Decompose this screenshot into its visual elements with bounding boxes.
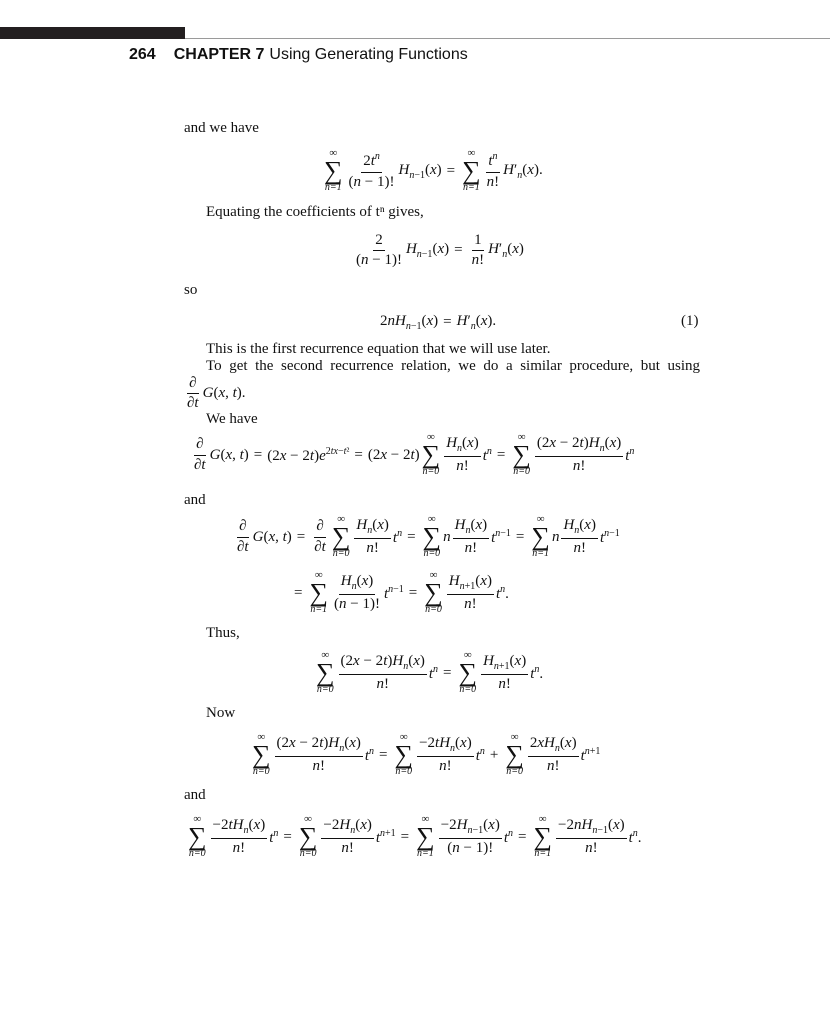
sum-symbol: ∞ ∑ n=1 <box>416 813 435 859</box>
equation-e-line2: = ∞ ∑ n=1 $\frac{H_n(x)}{(n - 1)!}$ $t^{n-1}$ = ∞ ∑ n=0 $\frac{H_{n+1}(x)}{n!}$ $t^n$. <box>294 569 509 615</box>
equation-a: ∞ ∑ n=1 $\frac{2t^n}{(n - 1)!}$ $H_{n-1}(x)$ = ∞ ∑ n=1 $\frac{t^n}{n!}$ $H'_n(x)$. <box>324 147 543 193</box>
equation-b: $\frac{2}{(n - 1)!}$ $H_{n-1}(x)$ = $\frac{1}{n!}$ $H'_n(x)$ <box>356 232 524 269</box>
running-header <box>129 46 468 64</box>
sum-symbol: ∞ ∑ n=0 <box>424 569 443 615</box>
sum-symbol: ∞ ∑ n=1 <box>531 513 550 559</box>
text-and-we-have: and we have <box>184 120 259 136</box>
text-and-2: and <box>184 787 206 803</box>
text-first-recurrence: This is the first recurrence equation that we will use later. <box>206 341 551 357</box>
partial-g: $\frac{\partial}{\partial t}$ G(x, t). <box>187 375 246 412</box>
sum-symbol: ∞ ∑ n=1 <box>324 147 343 193</box>
sum-symbol: ∞ ∑ n=0 <box>422 513 442 559</box>
sum-symbol: ∞ ∑ n=0 <box>188 813 207 859</box>
sum-symbol: ∞ ∑ n=0 <box>505 731 524 777</box>
text-so: so <box>184 282 198 298</box>
text-and-1: and <box>184 492 206 508</box>
equation-f: ∞ ∑ n=0 $\frac{(2x - 2t)H_n(x)}{n!}$ $t^n$ = ∞ ∑ n=0 $\frac{H_{n+1}(x)}{n!}$ $t^n$. <box>316 649 544 695</box>
page-number: 264 <box>129 46 156 63</box>
chapter-title: Using Generating Functions <box>269 46 468 63</box>
equation-e-line1: $\frac{\partial}{\partial t}$ G(x, t) = $\frac{\partial}{\partial t}$ ∞ ∑ n=0 $\frac{H_n(x)}{n!}$ $t^n$ = ∞ ∑ n=0 n $\frac{H_n(x)}{n!}$ $t^{n-1}$ = ∞ ∑ n=1 n $\frac{H_n(x)}{n!}$ $t^{n-1}$ <box>237 513 620 559</box>
text-second-intro: To get the second recurrence relation, we do a similar procedure, but using <box>206 358 700 374</box>
equation-g: ∞ ∑ n=0 $\frac{(2x - 2t)H_n(x)}{n!}$ $t^n$ = ∞ ∑ n=0 $\frac{-2tH_n(x)}{n!}$ $t^n$ + ∞ ∑ n=0 $\frac{2xH_n(x)}{n!}$ $t^{n+1}$ <box>252 731 601 777</box>
sum-symbol: ∞ ∑ n=1 <box>309 569 329 615</box>
sum-symbol: ∞ ∑ n=0 <box>458 649 478 695</box>
header-rule <box>185 38 830 39</box>
text-equating: Equating the coefficients of tⁿ gives, <box>206 204 424 220</box>
sum-symbol: ∞ ∑ n=0 <box>421 431 441 477</box>
chapter-label: CHAPTER 7 <box>173 46 265 63</box>
equation-1: $2nH_{n-1}(x)$ = $H'_n(x)$. <box>380 313 497 332</box>
sum-symbol: ∞ ∑ n=1 <box>533 813 552 859</box>
sum-symbol: ∞ ∑ n=0 <box>252 731 271 777</box>
text-thus: Thus, <box>206 625 240 641</box>
equation-number: (1) <box>681 313 699 329</box>
sum-symbol: ∞ ∑ n=0 <box>298 813 318 859</box>
sum-symbol: ∞ ∑ n=0 <box>512 431 531 477</box>
text-we-have: We have <box>206 411 258 427</box>
text-now: Now <box>206 705 236 721</box>
sum-symbol: ∞ ∑ n=1 <box>462 147 481 193</box>
equation-h: ∞ ∑ n=0 $\frac{-2tH_n(x)}{n!}$ $t^n$ = ∞ ∑ n=0 $\frac{-2H_n(x)}{n!}$ $t^{n+1}$ = ∞ ∑ n=1 $\frac{-2H_{n-1}(x)}{(n - 1)!}$ $t^n$ = ∞ ∑ n=1 $\frac{-2nH_{n-1}(x)}{n!}$ $t^n$. <box>188 813 642 859</box>
sum-symbol: ∞ ∑ n=0 <box>331 513 351 559</box>
equation-d: $\frac{\partial}{\partial t}$ G(x, t) = $(2x - 2t)e^{2tx-t^2}$ = (2x − 2t) ∞ ∑ n=0 $\frac{H_n(x)}{n!}$ $t^n$ = ∞ ∑ n=0 $\frac{(2x - 2t)H_n(x)}{n!}$ $t^n$ <box>194 431 635 477</box>
sum-symbol: ∞ ∑ n=0 <box>394 731 414 777</box>
sum-symbol: ∞ ∑ n=0 <box>316 649 335 695</box>
header-bar <box>0 27 185 39</box>
